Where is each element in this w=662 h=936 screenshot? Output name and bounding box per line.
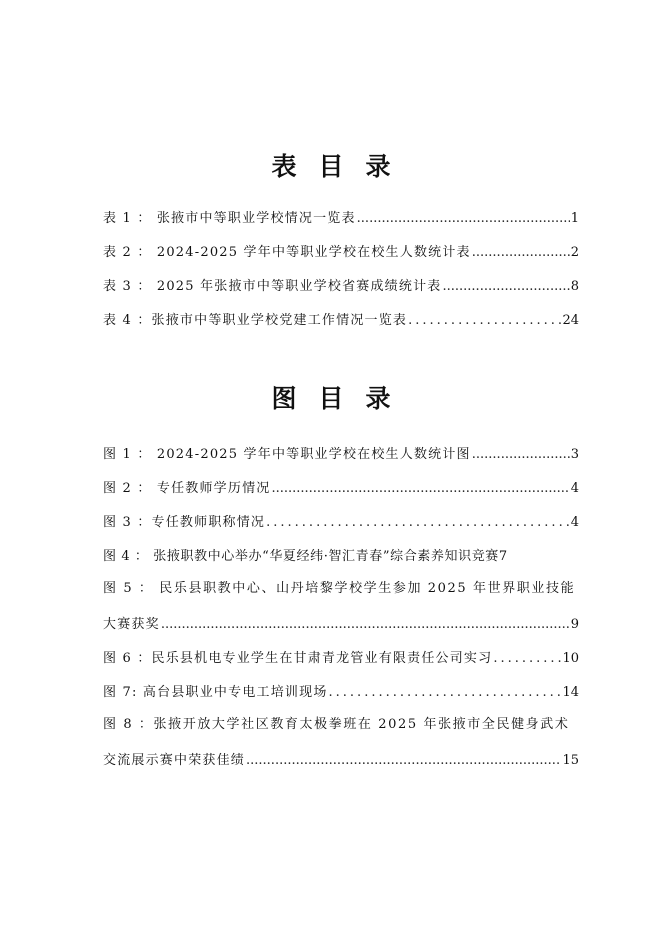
toc-entry-table-1[interactable] — [103, 207, 579, 241]
dot-leader — [472, 447, 570, 462]
toc-entry-page: 14 — [562, 685, 579, 700]
toc-entry-page: 1 — [570, 211, 579, 226]
dot-leader — [443, 279, 570, 294]
dot-leader — [266, 515, 570, 530]
toc-entry-figure-7[interactable] — [103, 681, 579, 715]
toc-entry-label: 表 2 ： 2024-2025 学年中等职业学校在校生人数统计表 — [103, 245, 471, 260]
dot-leader — [246, 753, 561, 768]
toc-entry-label: 图 2 ： 专任教师学历情况 — [103, 481, 271, 496]
toc-entry-label-line1: 图 8 ：张掖开放大学社区教育太极拳班在 2025 年张掖市全民健身武术 — [103, 717, 570, 732]
toc-entry-page: 3 — [570, 447, 579, 462]
toc-entry-page: 7 — [498, 549, 508, 564]
toc-entry-label-line1: 图 5 ： 民乐县职教中心、山丹培黎学校学生参加 2025 年世界职业技能 — [103, 581, 576, 596]
toc-entry-label: 表 3 ： 2025 年张掖市中等职业学校省赛成绩统计表 — [103, 279, 442, 294]
toc-entry-label-line2: 大赛获奖 — [103, 617, 160, 632]
toc-entry-figure-5[interactable] — [103, 579, 579, 647]
toc-entry-label: 图 7: 高台县职业中专电工培训现场 — [103, 685, 328, 700]
toc-entry-page: 4 — [570, 481, 579, 496]
toc-entry-table-4[interactable] — [103, 309, 579, 343]
toc-entry-figure-2[interactable] — [103, 477, 579, 511]
toc-entry-label: 图 3 ：专任教师职称情况 — [103, 515, 266, 530]
tables-toc-title: 表目录 — [271, 152, 413, 181]
dot-leader — [408, 313, 561, 328]
toc-entry-label: 图 6 ：民乐县机电专业学生在甘肃青龙管业有限责任公司实习 — [103, 651, 493, 666]
toc-entry-figure-4[interactable] — [103, 545, 579, 579]
dot-leader — [161, 617, 570, 632]
toc-entry-page: 4 — [570, 515, 579, 530]
dot-leader — [472, 245, 570, 260]
toc-entry-page: 2 — [570, 245, 579, 260]
toc-entry-figure-6[interactable] — [103, 647, 579, 681]
tables-toc-list — [103, 207, 579, 343]
toc-entry-table-2[interactable] — [103, 241, 579, 275]
dot-leader — [357, 211, 570, 226]
toc-entry-page: 10 — [562, 651, 579, 666]
toc-entry-figure-3[interactable] — [103, 511, 579, 545]
toc-entry-label: 表 4 ：张掖市中等职业学校党建工作情况一览表 — [103, 313, 408, 328]
toc-entry-table-3[interactable] — [103, 275, 579, 309]
toc-entry-figure-1[interactable] — [103, 443, 579, 477]
dot-leader — [329, 685, 562, 700]
toc-entry-figure-8[interactable] — [103, 715, 579, 783]
toc-entry-page: 15 — [562, 753, 579, 768]
dot-leader — [271, 481, 569, 496]
figures-toc-title: 图目录 — [271, 384, 413, 413]
toc-entry-page: 24 — [562, 313, 579, 328]
toc-entry-page: 8 — [570, 279, 579, 294]
toc-entry-page: 9 — [570, 617, 579, 632]
figures-toc-list — [103, 443, 579, 783]
toc-entry-label: 图 4 ： 张掖职教中心举办“华夏经纬·智汇青春”综合素养知识竞赛 — [103, 549, 499, 564]
toc-entry-label: 表 1 ： 张掖市中等职业学校情况一览表 — [103, 211, 356, 226]
toc-entry-continuation — [103, 613, 579, 647]
toc-entry-label-line2: 交流展示赛中荣获佳绩 — [103, 753, 246, 768]
dot-leader — [493, 651, 561, 666]
toc-entry-continuation — [103, 749, 579, 783]
toc-entry-label: 图 1 ： 2024-2025 学年中等职业学校在校生人数统计图 — [103, 447, 471, 462]
